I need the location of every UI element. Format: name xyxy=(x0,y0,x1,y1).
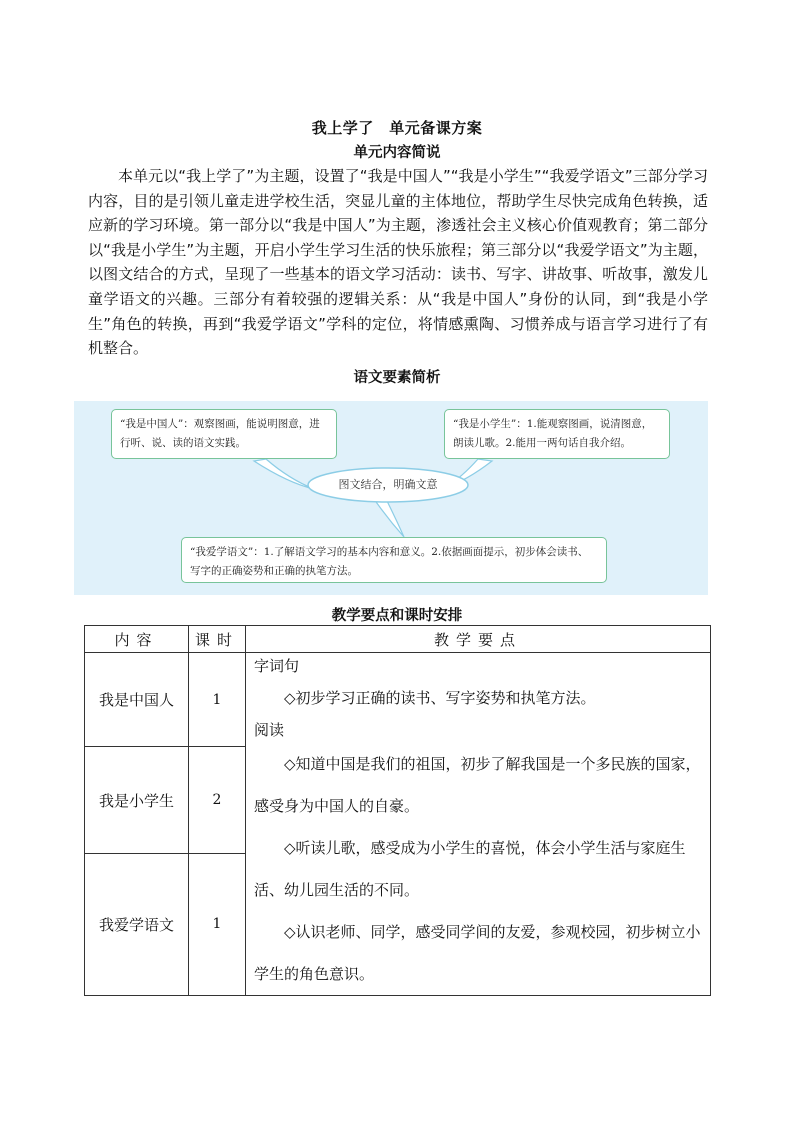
table-row xyxy=(85,653,711,747)
schedule-table xyxy=(84,625,711,996)
callout-chinese-language: “我爱学语文”：1.了解语文学习的基本内容和意义。2.依据画面提示，初步体会读书、写字的正确姿势和正确的执笔方法。 xyxy=(181,537,607,583)
row-content: 我是小学生 xyxy=(85,747,189,854)
points-item: ◇初步学习正确的读书、写字姿势和执笔方法。 xyxy=(284,689,596,707)
column-header-points: 教学要点 xyxy=(246,626,711,653)
points-heading-reading: 阅读 xyxy=(254,721,285,739)
callout-pupil: “我是小学生”：1.能观察图画，说清图意，朗读儿歌。2.能用一两句话自我介绍。 xyxy=(444,409,670,459)
intro-heading: 单元内容简说 xyxy=(353,145,441,161)
connector-bottom xyxy=(374,499,404,537)
connector-left xyxy=(254,459,314,489)
page-title: 我上学了 单元备课方案 xyxy=(311,119,483,137)
row-content: 我是中国人 xyxy=(85,653,189,747)
points-item: ◇认识老师、同学，感受同学间的友爱，参观校园，初步树立小学生的角色意识。 xyxy=(254,923,701,983)
intro-paragraph: 本单元以“我上学了”为主题，设置了“我是中国人”“我是小学生”“我爱学语文”三部分学习内容，目的是引领儿童走进学校生活，突显儿童的主体地位，帮助学生尽快完成角色转换，适应新的学习环境。第一部分以“我是中国人”为主题，渗透社会主义核心价值观教育；第二部分以“我是小学生”为主题，开启小学生学习生活的快乐旅程；第三部分以“我爱学语文”为主题，以图文结合的方式，呈现了一些基本的语文学习活动：读书、写字、讲故事、听故事，激发儿童学语文的兴趣。三部分有着较强的逻辑关系：从“我是中国人”身份的认同，到“我是小学生”角色的转换，再到“我爱学语文”学科的定位，将情感熏陶、习惯养成与语言学习进行了有机整合。 xyxy=(88,167,708,358)
points-item: ◇知道中国是我们的祖国，初步了解我国是一个多民族的国家，感受身为中国人的自豪。 xyxy=(254,755,701,815)
row-hours: 1 xyxy=(189,853,246,995)
row-hours: 1 xyxy=(189,653,246,747)
table-header-row xyxy=(85,626,711,653)
elements-diagram xyxy=(74,401,708,595)
column-header-content: 内容 xyxy=(85,626,189,653)
schedule-heading: 教学要点和课时安排 xyxy=(331,608,463,624)
center-bubble-label: 图文结合，明确文意 xyxy=(338,478,438,491)
column-header-hours: 课时 xyxy=(189,626,246,653)
row-content: 我爱学语文 xyxy=(85,853,189,995)
elements-heading: 语文要素简析 xyxy=(353,370,441,386)
row-hours: 2 xyxy=(189,747,246,854)
callout-chinese: “我是中国人”：观察图画，能说明图意，进行听、说、读的语文实践。 xyxy=(111,409,337,459)
teaching-points-cell xyxy=(246,653,711,996)
points-heading-words: 字词句 xyxy=(254,657,300,675)
points-item: ◇听读儿歌，感受成为小学生的喜悦，体会小学生活与家庭生活、幼儿园生活的不同。 xyxy=(254,839,686,899)
